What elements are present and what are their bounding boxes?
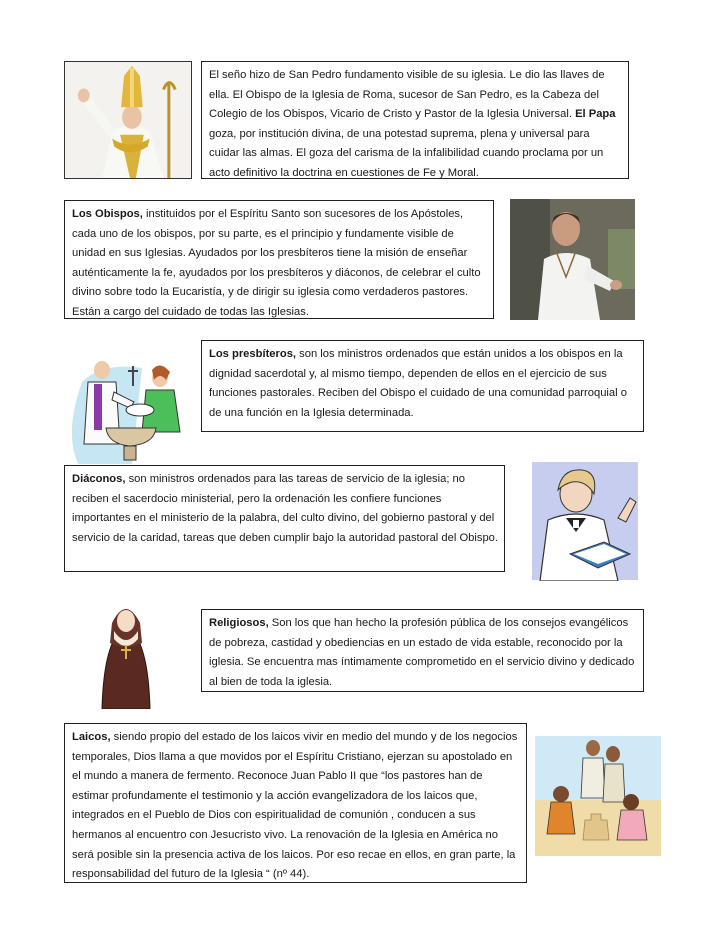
lead-religiosos: Religiosos, — [209, 617, 269, 629]
paragraph-obispos: instituidos por el Espíritu Santo son sucesores de los Apóstoles, cada uno de los obispos, por su parte, es el principio y fundamente visible de unidad en sus Iglesias. Ayudados por los presbíteros tiene la misión de enseñar auténticamente la fe, ayudados por los presbíteros y diáconos, de celebrar el culto divino sobre todo la Eucaristía, y de dirigir su iglesia como verdaderos pastores. Están a cargo del cuidado de todas las Iglesias. — [72, 208, 481, 318]
text-box-religiosos — [201, 609, 644, 692]
text-box-obispos — [64, 200, 494, 319]
deacon-clipart-icon — [526, 458, 644, 581]
paragraph-papa-2: goza, por institución divina, de una potestad suprema, plena y universal para cuidar las almas. El goza del carisma de la infalibilidad cuando proclama por un acto definitivo la doctrina en cuestiones de Fe y Moral. — [209, 127, 604, 179]
paragraph-religiosos: Son los que han hecho la profesión pública de los consejos evangélicos de pobreza, castidad y obediencias en un estado de vida estable, reconocido por la iglesia. Se encuentra mas íntimamente comprometido en el servicio divino y dedicado al bien de toda la iglesia. — [209, 617, 635, 688]
lead-obispos: Los Obispos, — [72, 208, 143, 220]
lead-papa: El Papa — [575, 108, 616, 121]
paragraph-presbiteros: son los ministros ordenados que están unidos a los obispos en la dignidad sacerdotal y, al mismo tiempo, dependen de ellos en el ejercicio de sus funciones pastorales. Reciben del Obispo el cuidado de una comunidad parroquial o de una función en la Iglesia determinada. — [209, 348, 627, 419]
pope-photo-icon — [64, 61, 192, 179]
lead-laicos: Laicos, — [72, 731, 111, 743]
paragraph-papa: El seño hizo de San Pedro fundamento visible de su iglesia. Le dio las llaves de ella. El Obispo de la Iglesia de Roma, sucesor de San Pedro, es la Cabeza del Colegio de los Obispos, Vicario de Cristo y Pastor de la Iglesia Universal. — [209, 69, 605, 121]
paragraph-laicos: siendo propio del estado de los laicos vivir en medio del mundo y de los negocios temporales, Dios llama a que movidos por el Espíritu Cristiano, ejerzan su apostolado en el mundo a manera de fermento. Reconoce Juan Pablo II que “los pastores han de estimar profundamente el testimonio y la acción evangelizadora de los laicos que, integrados en el Pueblo de Dios con espiritualidad de comunión , conducen a sus hermanos al encuentro con Jesucristo vivo. La renovación de la Iglesia en América no será posible sin la presencia activa de los laicos. Por eso recae en ellos, en gran parte, la responsabilidad del futuro de la Iglesia “ (nº 44). — [72, 731, 518, 881]
lead-diaconos: Diáconos, — [72, 473, 126, 485]
bishop-photo-icon — [510, 199, 635, 320]
text-box-laicos — [64, 723, 527, 883]
text-box-presbiteros — [201, 340, 644, 432]
family-beach-clipart-icon — [535, 736, 661, 856]
text-box-diaconos — [64, 465, 505, 572]
nun-clipart-icon — [94, 597, 158, 709]
paragraph-diaconos: son ministros ordenados para las tareas de servicio de la iglesia; no reciben el sacerdocio ministerial, pero la ordenación les confiere funciones importantes en el ministerio de la palabra, del culto divino, del gobierno pastoral y del servicio de la caridad, tareas que deben cumplir bajo la autoridad pastoral del Obispo. — [72, 473, 498, 544]
lead-presbiteros: Los presbíteros, — [209, 348, 297, 360]
text-box-papa — [201, 61, 629, 179]
baptism-clipart-icon — [62, 352, 192, 464]
